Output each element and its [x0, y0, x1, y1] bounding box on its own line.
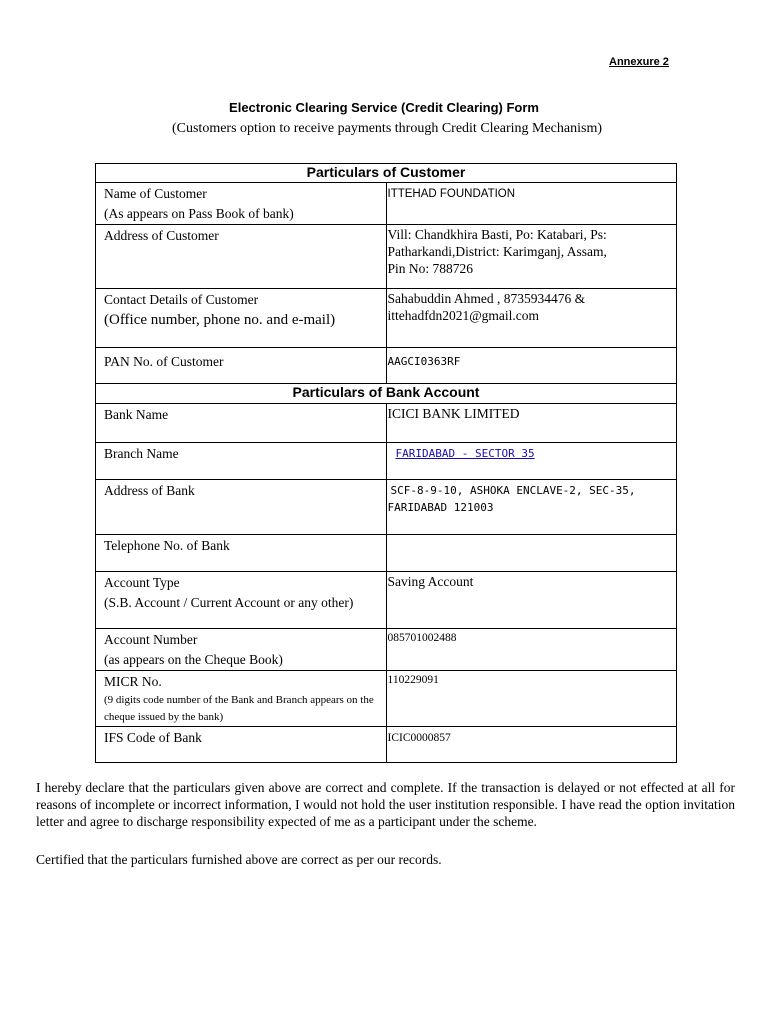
customer-name-value: ITTEHAD FOUNDATION — [387, 188, 516, 200]
branch-name-link[interactable]: FARIDABAD - SECTOR 35 — [395, 447, 535, 460]
customer-name-label: Name of Customer — [104, 186, 207, 201]
bank-section-heading: Particulars of Bank Account — [96, 384, 677, 404]
customer-name-label-cell — [96, 183, 387, 225]
form-title: Electronic Clearing Service (Credit Clearing) Form — [229, 100, 539, 115]
account-number-label: Account Number — [104, 632, 198, 647]
annexure-label: Annexure 2 — [609, 56, 669, 68]
customer-pan-label: PAN No. of Customer — [96, 348, 387, 384]
certification-paragraph: Certified that the particulars furnished above are correct as per our records. — [36, 852, 442, 867]
declaration-paragraph: I hereby declare that the particulars given above are correct and complete. If the transaction is delayed or not effected at all for reasons of incomplete or incorrect information, I would not hold the user institution responsible. I have read the option invitation letter and agree to discharge responsibility expected of me as a participant under the scheme. — [36, 780, 735, 829]
bank-telephone-row — [96, 535, 677, 572]
customer-contact-label: Contact Details of Customer — [104, 292, 259, 307]
customer-contact-value-cell — [386, 289, 677, 348]
micr-value: 110229091 — [386, 671, 677, 727]
customer-name-row — [96, 183, 677, 225]
customer-pan-row — [96, 348, 677, 384]
customer-address-line: Vill: Chandkhira Basti, Po: Katabari, Ps: — [387, 227, 607, 242]
customer-address-label: Address of Customer — [96, 225, 387, 289]
customer-address-row — [96, 225, 677, 289]
account-number-row — [96, 629, 677, 671]
customer-pan-value-cell — [386, 348, 677, 384]
ifs-code-value: ICIC0000857 — [386, 727, 677, 763]
bank-address-label: Address of Bank — [96, 480, 387, 535]
customer-contact-sublabel: (Office number, phone no. and e-mail) — [104, 312, 336, 328]
account-type-label-cell — [96, 572, 387, 629]
branch-name-row — [96, 443, 677, 480]
customer-contact-line: Sahabuddin Ahmed , 8735934476 & — [387, 291, 586, 306]
customer-address-line: Pin No: 788726 — [387, 261, 474, 276]
customer-section-heading: Particulars of Customer — [96, 164, 677, 183]
micr-label-cell — [96, 671, 387, 727]
customer-pan-value: AAGCI0363RF — [387, 355, 461, 368]
branch-name-label: Branch Name — [96, 443, 387, 480]
bank-address-value-cell — [386, 480, 677, 535]
account-number-label-cell — [96, 629, 387, 671]
form-subtitle: (Customers option to receive payments through Credit Clearing Mechanism) — [171, 121, 602, 136]
bank-name-row — [96, 404, 677, 443]
branch-name-value-cell — [386, 443, 677, 480]
bank-telephone-value — [386, 535, 677, 572]
bank-name-label: Bank Name — [96, 404, 387, 443]
bank-address-row — [96, 480, 677, 535]
account-number-sublabel: (as appears on the Cheque Book) — [104, 652, 283, 667]
account-number-value: 085701002488 — [386, 629, 677, 671]
account-type-value: Saving Account — [386, 572, 677, 629]
bank-name-value: ICICI BANK LIMITED — [386, 404, 677, 443]
account-type-sublabel: (S.B. Account / Current Account or any other) — [104, 595, 354, 610]
bank-telephone-label: Telephone No. of Bank — [96, 535, 387, 572]
customer-contact-label-cell — [96, 289, 387, 348]
micr-label: MICR No. — [104, 674, 162, 689]
customer-contact-row — [96, 289, 677, 348]
ifs-code-row — [96, 727, 677, 763]
ecs-form-table — [95, 163, 677, 763]
customer-address-line: Patharkandi,District: Karimganj, Assam, — [387, 244, 607, 259]
account-type-row — [96, 572, 677, 629]
ifs-code-label: IFS Code of Bank — [96, 727, 387, 763]
customer-name-sublabel: (As appears on Pass Book of bank) — [104, 206, 294, 221]
bank-address-line: FARIDABAD 121003 — [387, 501, 494, 514]
micr-row — [96, 671, 677, 727]
account-type-label: Account Type — [104, 575, 180, 590]
customer-name-value-cell — [386, 183, 677, 225]
bank-address-line: SCF-8-9-10, ASHOKA ENCLAVE-2, SEC-35, — [390, 484, 636, 497]
customer-address-value-cell — [386, 225, 677, 289]
customer-contact-email: ittehadfdn2021@gmail.com — [387, 308, 540, 323]
micr-sublabel: (9 digits code number of the Bank and Branch appears on the cheque issued by the bank) — [104, 694, 374, 723]
